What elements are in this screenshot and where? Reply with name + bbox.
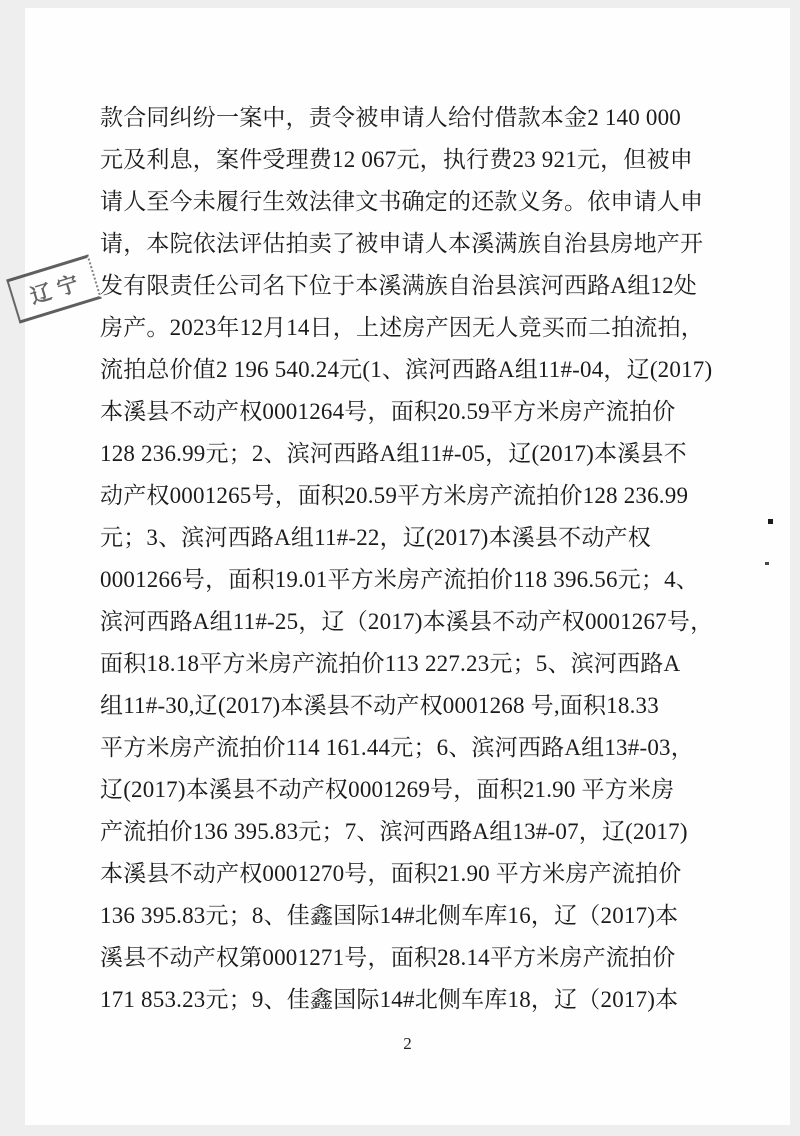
text-line: 请人至今未履行生效法律文书确定的还款义务。依申请人申: [100, 189, 704, 214]
page-number: 2: [403, 1034, 412, 1053]
text-line: 本溪县不动产权0001270号，面积21.90 平方米房产流拍价: [100, 861, 682, 886]
text-line: 元及利息，案件受理费12 067元，执行费23 921元，但被申: [100, 147, 693, 172]
text-line: 本溪县不动产权0001264号，面积20.59平方米房产流拍价: [100, 399, 676, 424]
ink-speck: [765, 562, 769, 565]
text-line: 流拍总价值2 196 540.24元(1、滨河西路A组11#-04，辽(2017): [100, 357, 713, 382]
text-line: 动产权0001265号，面积20.59平方米房产流拍价128 236.99: [100, 483, 689, 508]
text-line: 款合同纠纷一案中，责令被申请人给付借款本金2 140 000: [100, 105, 681, 130]
text-line: 136 395.83元；8、佳鑫国际14#北侧车库16，辽（2017)本: [100, 903, 679, 928]
text-line: 发有限责任公司名下位于本溪满族自治县滨河西路A组12处: [100, 273, 698, 298]
text-line: 128 236.99元；2、滨河西路A组11#-05，辽(2017)本溪县不: [100, 441, 687, 466]
text-line: 平方米房产流拍价114 161.44元；6、滨河西路A组13#-03，: [100, 735, 694, 760]
text-line: 元；3、滨河西路A组11#-22，辽(2017)本溪县不动产权: [100, 525, 651, 550]
text-line: 组11#-30,辽(2017)本溪县不动产权0001268 号,面积18.33: [100, 693, 659, 718]
document-body: [100, 97, 715, 1021]
text-line: 辽(2017)本溪县不动产权0001269号，面积21.90 平方米房: [100, 777, 675, 802]
liaoning-stamp: [6, 254, 102, 323]
text-line: 产流拍价136 395.83元；7、滨河西路A组13#-07，辽(2017): [100, 819, 688, 844]
text-line: 0001266号，面积19.01平方米房产流拍价118 396.56元；4、: [100, 567, 699, 592]
text-line: 请，本院依法评估拍卖了被申请人本溪满族自治县房地产开: [100, 231, 704, 256]
text-line: 溪县不动产权第0001271号，面积28.14平方米房产流拍价: [100, 945, 676, 970]
text-line: 滨河西路A组11#-25，辽（2017)本溪县不动产权0001267号，: [100, 609, 714, 634]
stamp-text: 辽宁: [27, 269, 88, 309]
text-line: 房产。2023年12月14日，上述房产因无人竞买而二拍流拍，: [100, 315, 704, 340]
text-line: 面积18.18平方米房产流拍价113 227.23元；5、滨河西路A: [100, 651, 681, 676]
ink-speck: [768, 519, 773, 524]
text-line: 171 853.23元；9、佳鑫国际14#北侧车库18，辽（2017)本: [100, 987, 679, 1012]
document-page: [25, 8, 790, 1125]
